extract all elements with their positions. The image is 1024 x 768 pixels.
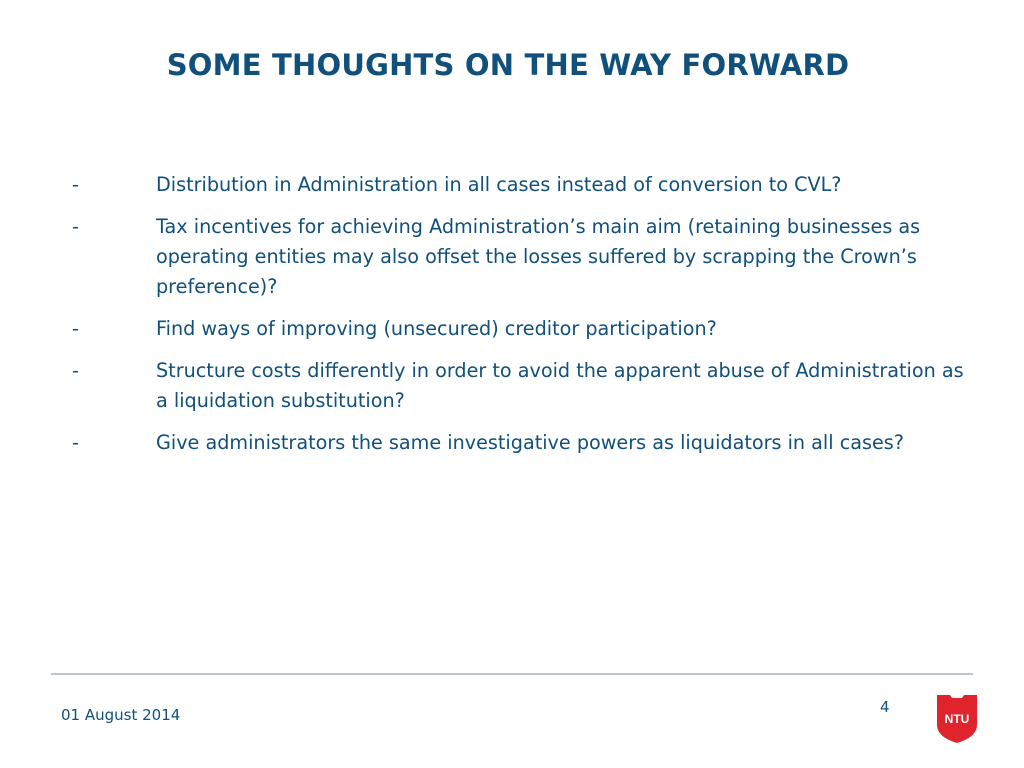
bullet-marker: - — [72, 431, 79, 454]
slide-title: SOME THOUGHTS ON THE WAY FORWARD — [166, 48, 850, 82]
page-number: 4 — [880, 698, 890, 716]
logo-text: NTU — [944, 712, 970, 726]
bullet-text: Find ways of improving (unsecured) creditor participation? — [156, 317, 717, 340]
bullet-item — [72, 356, 972, 416]
bullet-marker: - — [72, 317, 79, 340]
bullet-text: Distribution in Administration in all cases instead of conversion to CVL? — [156, 173, 842, 196]
bullet-item — [72, 428, 972, 458]
ntu-shield-logo-icon — [937, 695, 977, 743]
bullet-marker: - — [72, 359, 79, 382]
bullet-item — [72, 212, 972, 302]
bullet-text: Give administrators the same investigative powers as liquidators in all cases? — [156, 431, 904, 454]
bullet-item — [72, 314, 972, 344]
bullet-marker: - — [72, 173, 79, 196]
footer-divider — [51, 673, 973, 675]
bullet-list — [72, 170, 972, 470]
bullet-text: Structure costs differently in order to avoid the apparent abuse of Administration as a liquidation substitution? — [156, 359, 964, 412]
footer-date: 01 August 2014 — [61, 706, 181, 724]
bullet-item — [72, 170, 972, 200]
bullet-text: Tax incentives for achieving Administration’s main aim (retaining businesses as operating entities may also offset the losses suffered by scrapping the Crown’s preference)? — [156, 215, 921, 298]
bullet-marker: - — [72, 215, 79, 238]
